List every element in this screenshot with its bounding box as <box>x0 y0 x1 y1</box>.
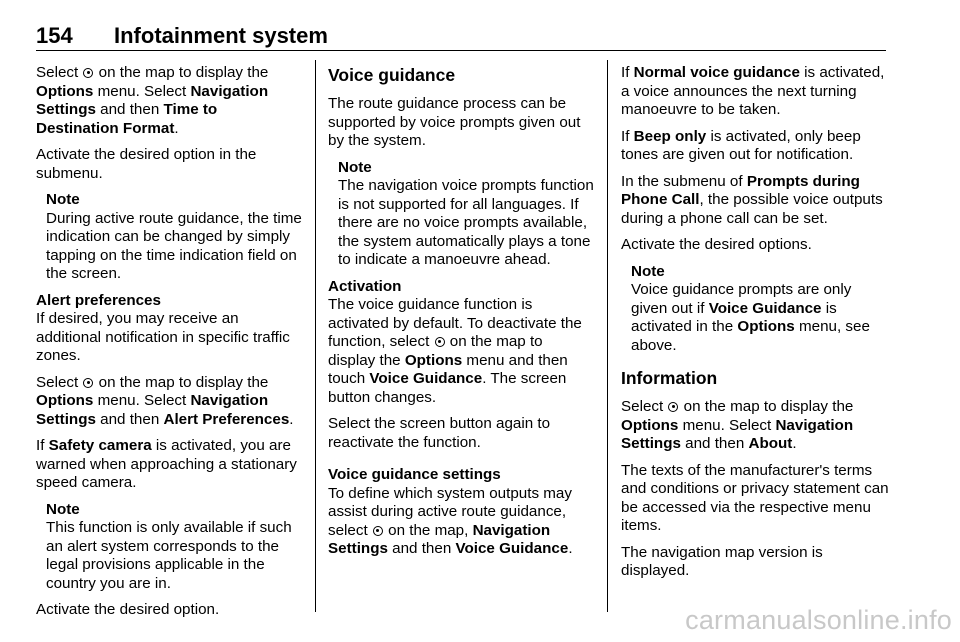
paragraph: If desired, you may receive an additional notification in specific traffic zones. <box>36 310 290 364</box>
paragraph: The navigation map version is displayed. <box>621 543 823 579</box>
settings-gear-icon <box>83 378 93 388</box>
paragraph: The route guidance process can be supported by voice prompts given out by the system. <box>328 95 581 149</box>
paragraph: Select the screen button again to reactivate the function. <box>328 415 551 451</box>
paragraph: Select on the map to display the Options menu. Select Navigation Settings and then About. <box>621 398 854 452</box>
paragraph: The texts of the manufacturer's terms and conditions or privacy statement can be accessed via the respective menu items. <box>621 461 889 534</box>
note-box <box>46 501 304 594</box>
section-heading-information: Information <box>621 368 718 388</box>
subheading-activation: Activation <box>328 277 402 295</box>
column-divider <box>607 60 608 612</box>
paragraph: If Normal voice guidance is activated, a voice announces the next turning manoeuvre to be taken. <box>621 64 885 118</box>
paragraph: If Safety camera is activated, you are warned when approaching a stationary speed camera. <box>36 437 297 491</box>
paragraph: In the submenu of Prompts during Phone Call, the possible voice outputs during a phone call can be set. <box>621 172 883 227</box>
paragraph: Select on the map to display the Options menu. Select Navigation Settings and then Time to Destination Format. <box>36 64 269 137</box>
paragraph: Select on the map to display the Options menu. Select Navigation Settings and then Alert Preferences. <box>36 373 294 428</box>
paragraph: Activate the desired option. <box>36 601 220 618</box>
column-divider <box>315 60 316 612</box>
subheading-voice-guidance-settings: Voice guidance settings <box>328 466 501 483</box>
settings-gear-icon <box>435 337 445 347</box>
note-text: During active route guidance, the time indication can be changed by simply tapping on the time indication field on the screen. <box>46 209 302 282</box>
note-box <box>46 191 304 284</box>
paragraph: To define which system outputs may assist during active route guidance, select on the map, Navigation Settings and then Voice Guidance. <box>328 484 573 557</box>
note-box <box>631 263 889 356</box>
note-text: This function is only available if such an alert system corresponds to the legal provisions applicable in the country you are in. <box>46 519 292 592</box>
note-text: The navigation voice prompts function is not supported for all languages. If there are no voice prompts available, the system automatically plays a tone to indicate a manoeuvre ahead. <box>338 177 594 268</box>
paragraph: The voice guidance function is activated by default. To deactivate the function, select on the map to display the Options menu and then touch Voice Guidance. The screen button changes. <box>328 296 582 406</box>
note-text: Voice guidance prompts are only given out if Voice Guidance is activated in the Options menu, see above. <box>631 281 870 354</box>
note-box <box>338 159 594 270</box>
page-title: Infotainment system <box>114 23 328 48</box>
note-title: Note <box>46 191 80 208</box>
page-header <box>36 24 886 51</box>
page-number: 154 <box>36 23 73 48</box>
settings-gear-icon <box>373 526 383 536</box>
settings-gear-icon <box>83 68 93 78</box>
settings-gear-icon <box>668 402 678 412</box>
note-title: Note <box>46 500 80 518</box>
watermark: carmanualsonline.info <box>685 605 952 635</box>
paragraph: Activate the desired option in the submenu. <box>36 146 257 182</box>
subheading-alert-preferences: Alert preferences <box>36 291 161 309</box>
column-right <box>621 64 889 589</box>
note-title: Note <box>631 262 665 280</box>
paragraph: Activate the desired options. <box>621 236 812 253</box>
paragraph: If Beep only is activated, only beep tones are given out for notification. <box>621 127 861 163</box>
column-left <box>36 64 304 628</box>
column-middle <box>328 64 594 567</box>
section-heading-voice-guidance: Voice guidance <box>328 65 456 85</box>
note-title: Note <box>338 158 372 176</box>
